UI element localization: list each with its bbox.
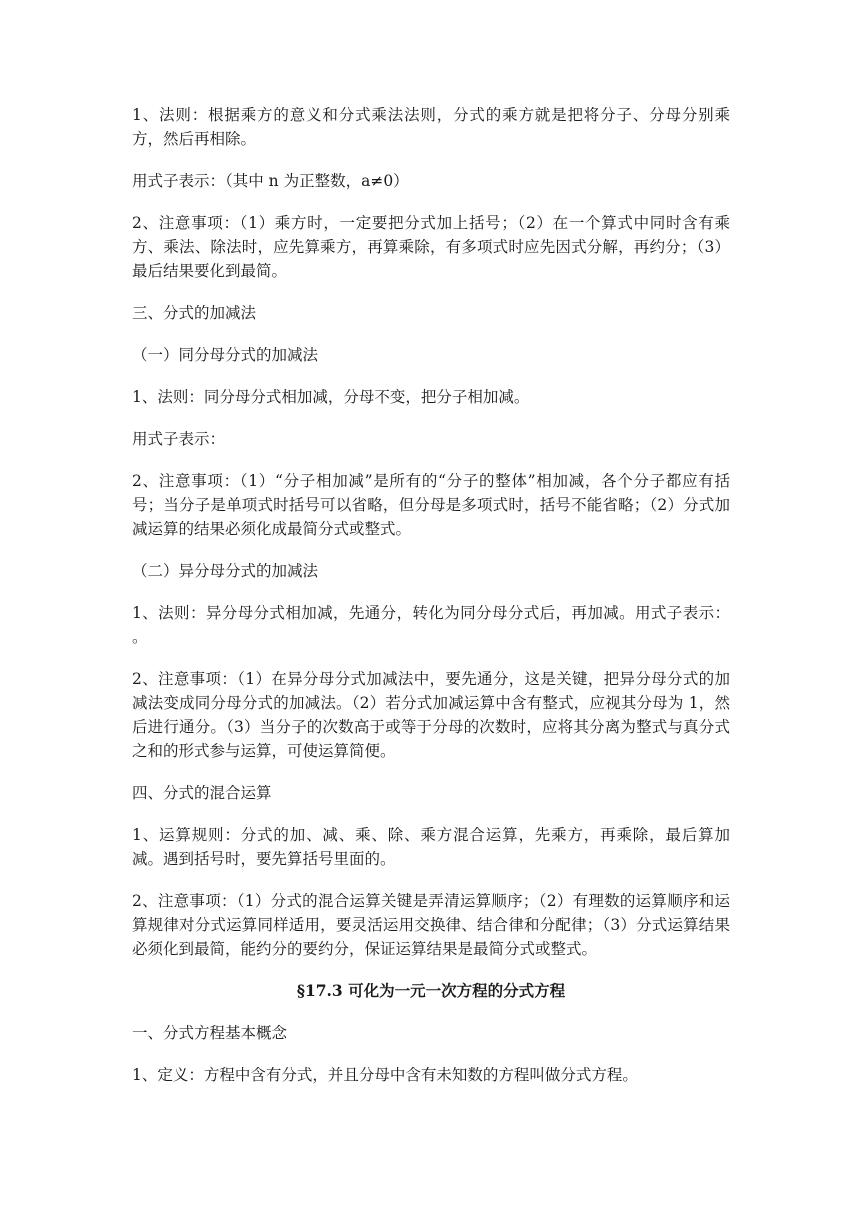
paragraph-different-denominator-rule: 1、法则：异分母分式相加减，先通分，转化为同分母分式后，再加减。用式子表示： 。 xyxy=(132,604,730,646)
paragraph-mixed-operations-rule: 1、运算规则：分式的加、减、乘、除、乘方混合运算，先乘方，再乘除，最后算加减。遇到括号时，要先算括号里面的。 xyxy=(132,826,730,868)
paragraph-power-rule: 1、法则：根据乘方的意义和分式乘法法则，分式的乘方就是把将分子、分母分别乘方，然后再相除。 xyxy=(132,106,730,148)
paragraph-equation-definition: 1、定义：方程中含有分式，并且分母中含有未知数的方程叫做分式方程。 xyxy=(132,1066,638,1084)
section-title-add-subtract: 三、分式的加减法 xyxy=(132,304,257,322)
section-title-mixed-operations: 四、分式的混合运算 xyxy=(132,784,272,802)
paragraph-mixed-operations-notes: 2、注意事项：（1）分式的混合运算关键是弄清运算顺序；（2）有理数的运算顺序和运算规律对分式运算同样适用，要灵活运用交换律、结合律和分配律；（3）分式运算结果必须化到最简，能约分的要约分，保证运算结果是最简分式或整式。 xyxy=(132,892,730,958)
section-title-equation-concepts: 一、分式方程基本概念 xyxy=(132,1024,288,1042)
paragraph-different-denominator-notes: 2、注意事项：（1）在异分母分式加减法中，要先通分，这是关键，把异分母分式的加减法变成同分母分式的加减法。（2）若分式加减运算中含有整式，应视其分母为 1，然后进行通分。（3）当分子的次数高于或等于分母的次数时，应将其分离为整式与真分式之和的形式参与运算，可使运算简便。 xyxy=(132,670,730,760)
paragraph-same-denominator-notes: 2、注意事项：（1）“分子相加减”是所有的“分子的整体”相加减，各个分子都应有括号；当分子是单项式时括号可以省略，但分母是多项式时，括号不能省略；（2）分式加减运算的结果必须化成最简分式或整式。 xyxy=(132,472,730,538)
paragraph-power-notes: 2、注意事项：（1）乘方时，一定要把分式加上括号；（2）在一个算式中同时含有乘方、乘法、除法时，应先算乘方，再算乘除，有多项式时应先因式分解，再约分；（3）最后结果要化到最简。 xyxy=(132,214,730,280)
subsection-title-different-denominator: （二）异分母分式的加减法 xyxy=(132,562,319,580)
subsection-title-same-denominator: （一）同分母分式的加减法 xyxy=(132,346,319,364)
document-body xyxy=(132,103,730,1105)
paragraph-same-denominator-rule: 1、法则：同分母分式相加减，分母不变，把分子相加减。 xyxy=(132,388,530,406)
section-heading: §17.3 可化为一元一次方程的分式方程 xyxy=(296,981,566,1000)
paragraph-power-formula: 用式子表示：（其中 n 为正整数，a≠0） xyxy=(132,172,409,190)
paragraph-same-denominator-formula: 用式子表示： xyxy=(132,430,226,448)
